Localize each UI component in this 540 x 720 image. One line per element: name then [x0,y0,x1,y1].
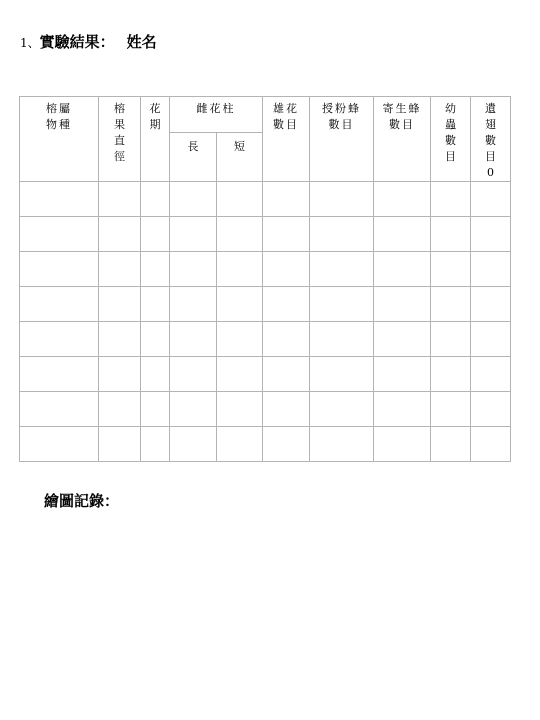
table-cell[interactable] [374,252,431,287]
table-cell[interactable] [263,427,310,462]
table-cell[interactable] [217,252,263,287]
table-cell[interactable] [141,182,170,217]
table-cell[interactable] [471,357,511,392]
table-cell[interactable] [263,392,310,427]
table-cell[interactable] [263,217,310,252]
header-male-count: 雄花數目 [263,97,310,182]
table-cell[interactable] [431,252,471,287]
table-cell[interactable] [141,392,170,427]
results-table [19,96,511,462]
table-cell[interactable] [374,427,431,462]
table-cell[interactable] [374,287,431,322]
header-fruit-diameter: 榕果直徑 [99,97,141,182]
table-cell[interactable] [20,357,99,392]
table-cell[interactable] [310,252,374,287]
table-cell[interactable] [99,322,141,357]
table-cell[interactable] [170,182,217,217]
table-cell[interactable] [141,427,170,462]
table-cell[interactable] [99,182,141,217]
table-cell[interactable] [217,357,263,392]
table-cell[interactable] [217,427,263,462]
table-cell[interactable] [374,182,431,217]
table-cell[interactable] [217,392,263,427]
table-cell[interactable] [170,217,217,252]
results-heading [20,31,157,52]
table-cell[interactable] [170,427,217,462]
table-cell[interactable] [20,427,99,462]
table-cell[interactable] [20,217,99,252]
table-cell[interactable] [99,427,141,462]
header-short: 短 [217,132,263,181]
table-cell[interactable] [20,252,99,287]
table-row [20,182,511,217]
table-row [20,392,511,427]
header-parasite-count: 寄生蜂數目 [374,97,431,182]
header-female-pistil: 雌花柱 [170,97,263,133]
header-larva-count: 幼蟲數目 [431,97,471,182]
table-cell[interactable] [263,182,310,217]
table-row [20,322,511,357]
table-cell[interactable] [431,322,471,357]
table-row [20,427,511,462]
table-row [20,217,511,252]
table-cell[interactable] [310,217,374,252]
table-cell[interactable] [263,357,310,392]
table-cell[interactable] [431,357,471,392]
table-cell[interactable] [431,182,471,217]
header-species: 榕屬物種 [20,97,99,182]
table-cell[interactable] [310,182,374,217]
table-cell[interactable] [263,252,310,287]
table-cell[interactable] [141,322,170,357]
results-label: 實驗結果： [39,33,115,51]
table-cell[interactable] [170,357,217,392]
table-cell[interactable] [374,217,431,252]
table-cell[interactable] [471,217,511,252]
header-long: 長 [170,132,217,181]
table-cell[interactable] [471,182,511,217]
table-cell[interactable] [310,287,374,322]
table-cell[interactable] [170,287,217,322]
table-cell[interactable] [20,392,99,427]
table-cell[interactable] [471,392,511,427]
table-body [20,182,511,462]
table-cell[interactable] [99,357,141,392]
table-cell[interactable] [431,427,471,462]
name-label: 姓名 [126,33,157,51]
table-row [20,357,511,392]
table-cell[interactable] [141,287,170,322]
section-number: 1、 [20,36,40,50]
table-cell[interactable] [217,322,263,357]
table-cell[interactable] [431,287,471,322]
table-row [20,252,511,287]
table-cell[interactable] [431,392,471,427]
table-cell[interactable] [263,287,310,322]
header-pollinator-count: 授粉蜂數目 [310,97,374,182]
table-cell[interactable] [20,322,99,357]
table-cell[interactable] [170,252,217,287]
table-cell[interactable] [20,287,99,322]
table-cell[interactable] [99,252,141,287]
header-flower-stage: 花期 [141,97,170,182]
table-cell[interactable] [141,252,170,287]
table-cell[interactable] [310,322,374,357]
drawing-record-label: 繪圖記錄： [44,492,120,510]
header-remnant-count: 遺翅數目0 [471,97,511,182]
table-cell[interactable] [310,357,374,392]
table-cell[interactable] [374,322,431,357]
table-cell[interactable] [170,322,217,357]
table-cell[interactable] [99,287,141,322]
table-cell[interactable] [310,392,374,427]
table-cell[interactable] [170,392,217,427]
table-cell[interactable] [310,427,374,462]
table-cell[interactable] [471,427,511,462]
table-cell[interactable] [99,217,141,252]
table-cell[interactable] [20,182,99,217]
table-cell[interactable] [471,287,511,322]
table-cell[interactable] [374,392,431,427]
table-cell[interactable] [217,217,263,252]
table-cell[interactable] [217,287,263,322]
table-cell[interactable] [99,392,141,427]
table-cell[interactable] [471,322,511,357]
table-cell[interactable] [141,217,170,252]
table-cell[interactable] [263,322,310,357]
table-cell[interactable] [374,357,431,392]
table-cell[interactable] [141,357,170,392]
table-cell[interactable] [471,252,511,287]
table-row [20,287,511,322]
table-cell[interactable] [217,182,263,217]
table-cell[interactable] [431,217,471,252]
